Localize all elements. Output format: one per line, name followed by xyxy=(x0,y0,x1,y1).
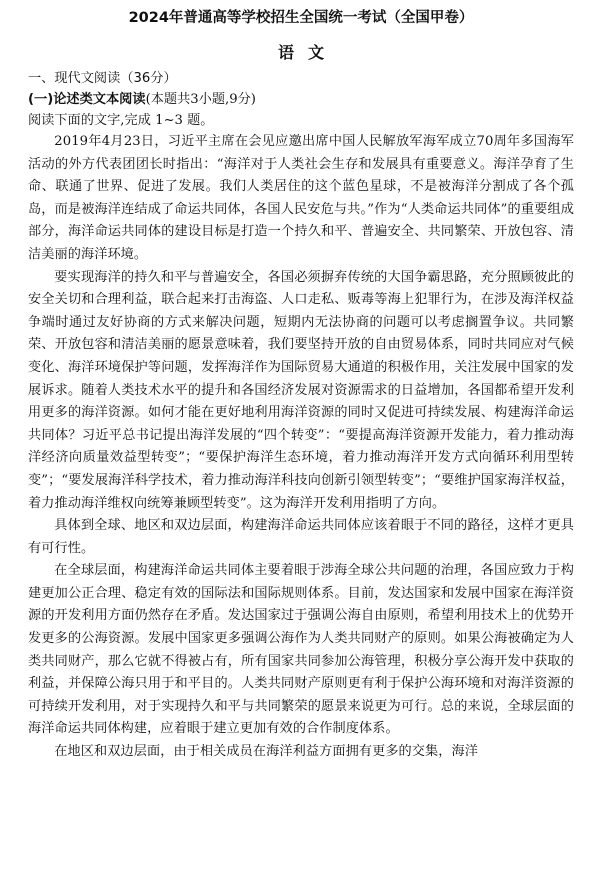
reading-passage xyxy=(28,131,574,764)
exam-title: 2024年普通高等学校招生全国统一考试（全国甲卷） xyxy=(128,10,474,26)
passage-paragraph-2: 要实现海洋的持久和平与普遍安全，各国必须摒弃传统的大国争霸思路，充分照顾彼此的安全关切和合理利益，联合起来打击海盗、人口走私、贩毒等海上犯罪行为，在涉及海洋权益争端时通过友好协商的方式来解决问题，短期内无法协商的问题可以考虑搁置争议。共同繁荣、开放包容和清洁美丽的愿景意味着，我们要坚持开放的自由贸易体系，同时共同应对气候变化、海洋环境保护等问题，发挥海洋作为国际贸易大通道的积极作用，关注发展中国家的发展诉求。随着人类技术水平的提升和各国经济发展对资源需求的日益增加，各国都希望开发利用更多的海洋资源。如何才能在更好地利用海洋资源的同时又促进可持续发展、构建海洋命运共同体？习近平总书记提出海洋发展的“四个转变”：“要提高海洋资源开发能力，着力推动海洋经济向质量效益型转变”；“要保护海洋生态环境，着力推动海洋开发方式向循环利用型转变”；“要发展海洋科学技术，着力推动海洋科技向创新引领型转变”；“要维护国家海洋权益，着力推动海洋维权向统筹兼顾型转变”。这为海洋开发利用指明了方向。 xyxy=(28,269,574,511)
subsection-heading-bold: (一)论述类文本阅读 xyxy=(28,92,146,107)
passage-paragraph-4: 在全球层面，构建海洋命运共同体主要着眼于涉海全球公共问题的治理，各国应致力于构建更加公正合理、稳定有效的国际法和国际规则体系。目前，发达国家和发展中国家在海洋资源的开发利用方面仍然存在矛盾。发达国家过于强调公海自由原则，希望利用技术上的优势开发更多的公海资源。发展中国家更多强调公海作为人类共同财产的原则。如果公海被确定为人类共同财产，那么它就不得被占有，所有国家共同参加公海管理，积极分享公海开发中获取的利益，并保障公海只用于和平目的。人类共同财产原则更有利于保护公海环境和对海洋资源的可持续开发利用，对于实现持久和平与共同繁荣的愿景来说更为可行。总的来说，全球层面的海洋命运共同体构建，应着眼于建立更加有效的合作制度体系。 xyxy=(28,563,574,737)
passage-paragraph-3: 具体到全球、地区和双边层面，构建海洋命运共同体应该着眼于不同的路径，这样才更具有可行性。 xyxy=(28,518,574,556)
reading-instruction: 阅读下面的文字,完成 1~3 题。 xyxy=(28,113,214,128)
section-heading: 一、现代文阅读（36分） xyxy=(28,71,177,86)
subsection-heading-note: (本题共3小题,9分) xyxy=(145,92,256,107)
passage-paragraph-5: 在地区和双边层面，由于相关成员在海洋利益方面拥有更多的交集，海洋 xyxy=(54,744,478,760)
subject-title: 语文 xyxy=(277,43,338,62)
passage-paragraph-1: 2019年4月23日，习近平主席在会见应邀出席中国人民解放军海军成立70周年多国海军活动的外方代表团团长时指出：“海洋对于人类社会生存和发展具有重要意义。海洋孕育了生命、联通了世界、促进了发展。我们人类居住的这个蓝色星球，不是被海洋分割成了各个孤岛，而是被海洋连结成了命运共同体，各国人民安危与共。”作为“人类命运共同体”的重要组成部分，海洋命运共同体的建设目标是打造一个持久和平、普遍安全、共同繁荣、开放包容、清洁美丽的海洋环境。 xyxy=(28,134,574,262)
subsection-heading xyxy=(28,89,574,110)
